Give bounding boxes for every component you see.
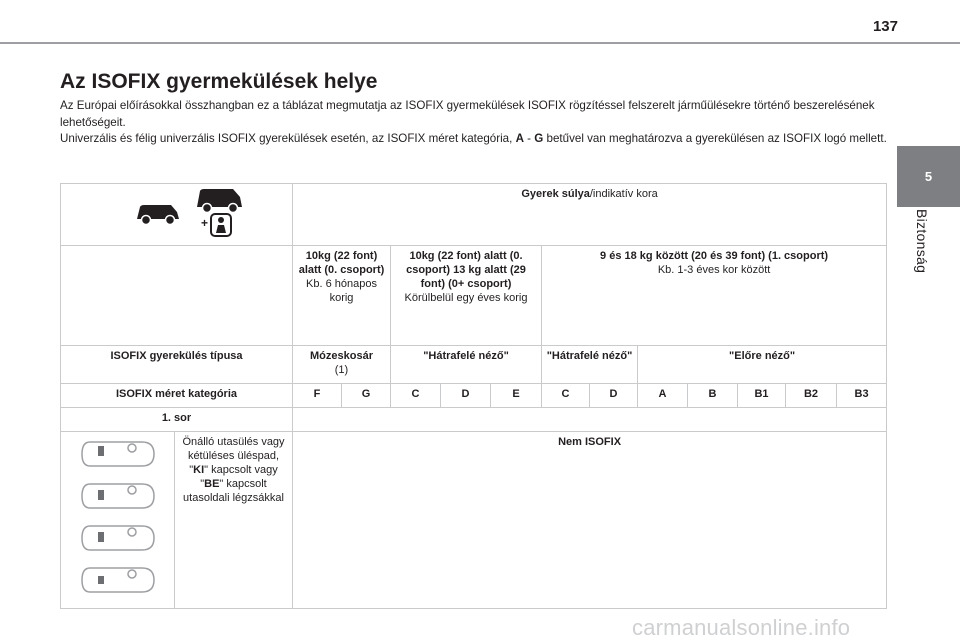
- page-title: Az ISOFIX gyermekülések helye: [60, 70, 378, 93]
- seat-position-icon: [62, 432, 174, 604]
- type-forward-facing: "Előre néző": [638, 346, 887, 384]
- type-carrycot: Mózeskosár (1): [293, 346, 391, 384]
- chapter-label: Biztonság: [914, 209, 930, 274]
- group-1-cell: 9 és 18 kg között (20 és 39 font) (1. csoport) Kb. 1-3 éves kor között: [542, 246, 887, 346]
- watermark: carmanualsonline.info: [632, 615, 851, 640]
- group-0-cell: 10kg (22 font) alatt (0. csoport) Kb. 6 hónapos korig: [293, 246, 391, 346]
- empty-cell: [61, 246, 293, 346]
- size-class: B: [688, 384, 738, 408]
- size-class: B2: [786, 384, 837, 408]
- size-class: C: [542, 384, 590, 408]
- group-0plus-cell: 10kg (22 font) alatt (0. csoport) 13 kg alatt (29 font) (0+ csoport) Körülbelül egy éves korig: [391, 246, 542, 346]
- seat-description: Önálló utasülés vagy kétüléses üléspad, "KI" kapcsolt vagy "BE" kapcsolt utasoldali légzsákkal: [175, 432, 293, 609]
- type-rear-facing-2: "Hátrafelé néző": [542, 346, 638, 384]
- size-class: E: [491, 384, 542, 408]
- type-rear-facing-1: "Hátrafelé néző": [391, 346, 542, 384]
- chapter-tab[interactable]: 5: [897, 146, 960, 207]
- isofix-type-label: ISOFIX gyerekülés típusa: [61, 346, 293, 384]
- row-1-label: 1. sor: [61, 408, 293, 432]
- intro-paragraph-2: Univerzális és félig univerzális ISOFIX gyerekülések esetén, az ISOFIX méret kategória, A - G betűvel van meghatározva a gyerekülésen az ISOFIX logó mellett.: [60, 132, 887, 145]
- size-class: D: [441, 384, 491, 408]
- size-class: G: [342, 384, 391, 408]
- weight-header: Gyerek súlya/indikatív kora: [293, 184, 887, 246]
- row-1-empty: [293, 408, 887, 432]
- seat-position-icons-cell: [61, 432, 175, 609]
- size-class: F: [293, 384, 342, 408]
- header-divider: [0, 42, 960, 44]
- row-1-value: Nem ISOFIX: [293, 432, 887, 609]
- intro-paragraph-1: Az Európai előírásokkal összhangban ez a táblázat megmutatja az ISOFIX gyermekülések ISOFIX rögzítéssel felszerelt járműülésekre történő beszerelésének lehetőségeit.: [60, 99, 875, 129]
- size-class: A: [638, 384, 688, 408]
- intro-text: [60, 98, 890, 148]
- size-class: B1: [738, 384, 786, 408]
- size-class: B3: [837, 384, 887, 408]
- size-class: D: [590, 384, 638, 408]
- vans-isofix-icon: [97, 185, 257, 241]
- svg-text:+: +: [200, 215, 208, 230]
- isofix-size-label: ISOFIX méret kategória: [61, 384, 293, 408]
- page-number: 137: [872, 18, 898, 35]
- size-class: C: [391, 384, 441, 408]
- isofix-table: [60, 183, 887, 609]
- vehicle-icon-cell: [61, 184, 293, 246]
